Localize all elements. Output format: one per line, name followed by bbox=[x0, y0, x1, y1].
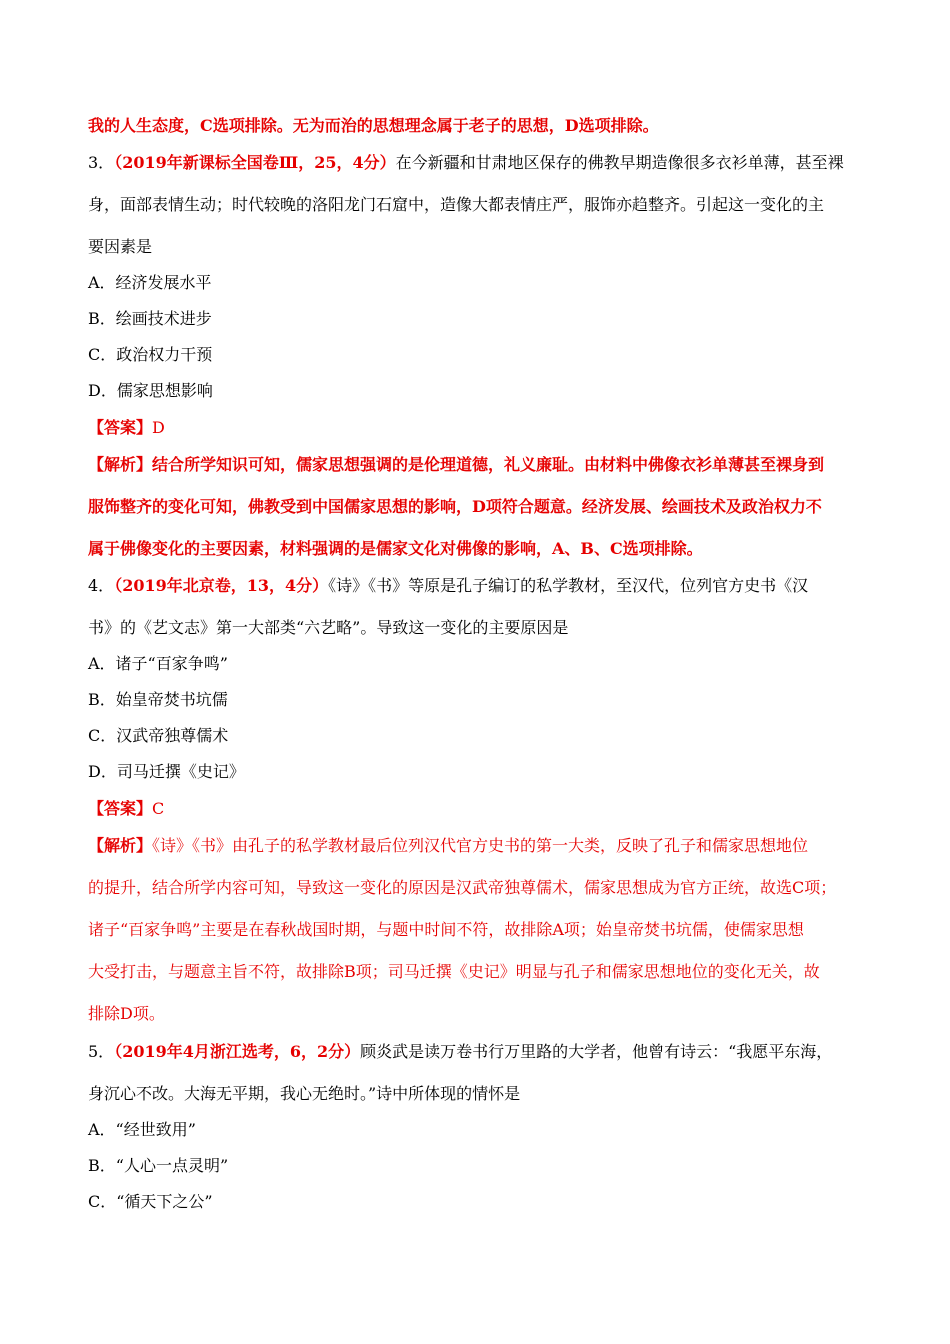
q5-stem-line-1 bbox=[88, 1041, 868, 1063]
q4-stem-text: 《诗》《书》等原是孔子编订的私学教材，至汉代，位列官方史书《汉 bbox=[328, 576, 809, 595]
q4-analysis-line-2: 的提升，结合所学内容可知，导致这一变化的原因是汉武帝独尊儒术，儒家思想成为官方正统，故选C项； bbox=[88, 878, 837, 897]
q3-stem-line-2: 身，面部表情生动；时代较晚的洛阳龙门石窟中，造像大都表情庄严，服饰亦趋整齐。引起这一变化的主 bbox=[88, 195, 825, 214]
q4-analysis-label: 【解析】 bbox=[88, 836, 153, 855]
q3-answer-label: 【答案】 bbox=[88, 418, 153, 437]
q5-option-b: B．“人心一点灵明” bbox=[88, 1156, 229, 1175]
q5-option-a: A．“经世致用” bbox=[88, 1120, 196, 1139]
q3-option-a: A．经济发展水平 bbox=[88, 273, 212, 292]
q4-option-b: B．始皇帝焚书坑儒 bbox=[88, 690, 228, 709]
q3-stem-text: 在今新疆和甘肃地区保存的佛教早期造像很多衣衫单薄，甚至裸 bbox=[395, 153, 844, 172]
q4-option-a: A．诸子“百家争鸣” bbox=[88, 654, 228, 673]
q4-analysis-text: 《诗》《书》由孔子的私学教材最后位列汉代官方史书的第一大类，反映了孔子和儒家思想地位 bbox=[152, 836, 809, 855]
q5-source: （2019年4月浙江选考，6，2分） bbox=[114, 1042, 361, 1061]
q5-option-c: C．“循天下之公” bbox=[88, 1192, 213, 1211]
q3-stem-line-3: 要因素是 bbox=[88, 237, 153, 256]
q5-stem-line-2: 身沉心不改。大海无平期，我心无绝时。”诗中所体现的情怀是 bbox=[88, 1084, 521, 1103]
q4-answer bbox=[88, 798, 868, 820]
q3-analysis-text: 结合所学知识可知，儒家思想强调的是伦理道德，礼义廉耻。由材料中佛像衣衫单薄甚至裸身到 bbox=[152, 455, 825, 474]
q4-stem-line-2: 书》的《艺文志》第一大部类“六艺略”。导致这一变化的主要原因是 bbox=[88, 618, 569, 637]
q4-option-c: C．汉武帝独尊儒术 bbox=[88, 726, 229, 745]
q5-number: 5． bbox=[88, 1042, 115, 1061]
q3-option-b: B．绘画技术进步 bbox=[88, 309, 212, 328]
q4-answer-label: 【答案】 bbox=[88, 799, 153, 818]
lead-in-text: 我的人生态度，C选项排除。无为而治的思想理念属于老子的思想，D选项排除。 bbox=[88, 116, 659, 135]
q3-analysis-line-2: 服饰整齐的变化可知，佛教受到中国儒家思想的影响，D项符合题意。经济发展、绘画技术及政治权力不 bbox=[88, 497, 822, 516]
q3-analysis-line-1 bbox=[88, 454, 868, 476]
q3-number: 3． bbox=[88, 153, 115, 172]
q4-stem-line-1 bbox=[88, 575, 868, 597]
q5-stem-text: 顾炎武是读万卷书行万里路的大学者，他曾有诗云：“我愿平东海， bbox=[360, 1042, 833, 1061]
q4-answer-value: C bbox=[152, 799, 165, 818]
q3-source: （2019年新课标全国卷Ⅲ，25，4分） bbox=[114, 153, 396, 172]
q4-analysis-line-3: 诸子“百家争鸣”主要是在春秋战国时期，与题中时间不符，故排除A项；始皇帝焚书坑儒，使儒家思想 bbox=[88, 920, 804, 939]
q4-source: （2019年北京卷，13，4分） bbox=[114, 576, 329, 595]
q4-analysis-line-4: 大受打击，与题意主旨不符，故排除B项；司马迁撰《史记》明显与孔子和儒家思想地位的变化无关，故 bbox=[88, 962, 820, 981]
q3-analysis-line-3: 属于佛像变化的主要因素，材料强调的是儒家文化对佛像的影响，A、B、C选项排除。 bbox=[88, 539, 703, 558]
q4-analysis-line-1 bbox=[88, 835, 868, 857]
q3-stem-line-1 bbox=[88, 152, 868, 174]
q4-option-d: D．司马迁撰《史记》 bbox=[88, 762, 245, 781]
q3-answer bbox=[88, 417, 868, 439]
q3-analysis-label: 【解析】 bbox=[88, 455, 153, 474]
q4-analysis-line-5: 排除D项。 bbox=[88, 1004, 165, 1023]
q3-option-d: D．儒家思想影响 bbox=[88, 381, 213, 400]
q3-answer-value: D bbox=[152, 418, 165, 437]
q4-number: 4． bbox=[88, 576, 115, 595]
q3-option-c: C．政治权力干预 bbox=[88, 345, 213, 364]
